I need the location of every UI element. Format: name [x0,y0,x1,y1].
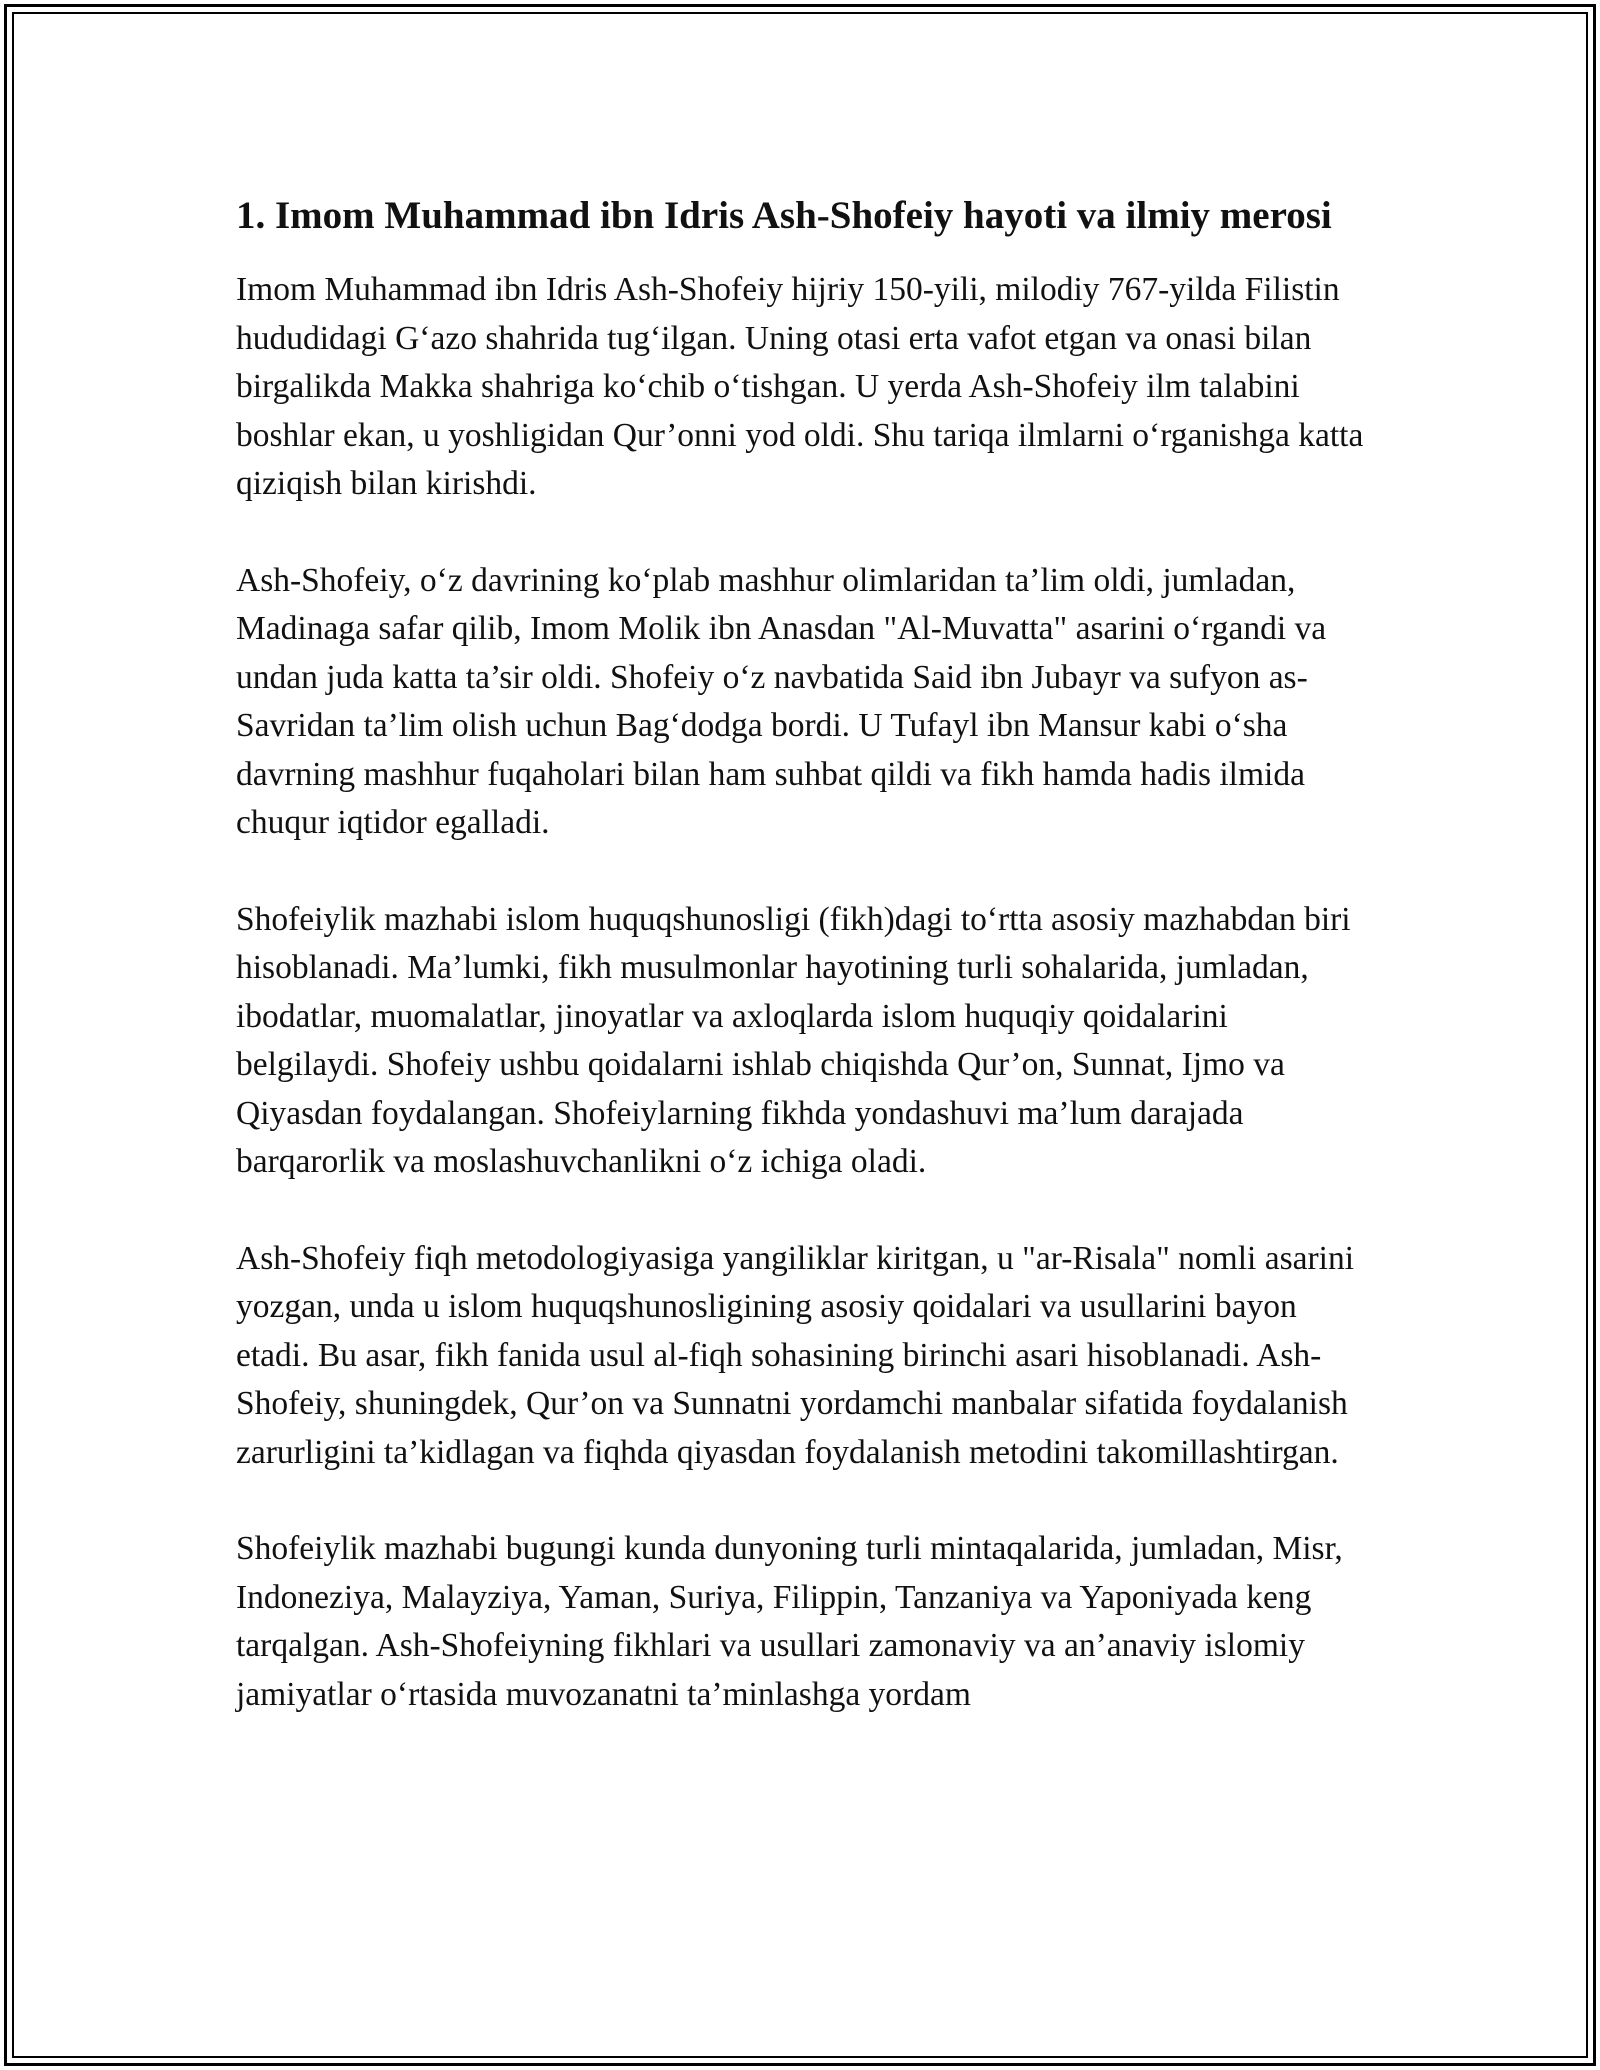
section-heading: 1. Imom Muhammad ibn Idris Ash-Shofeiy hayoti va ilmiy merosi [236,194,1332,237]
paragraph-1: Imom Muhammad ibn Idris Ash-Shofeiy hijriy 150-yili, milodiy 767-yilda Filistin hududidagi G‘azo shahrida tug‘ilgan. Uning otasi erta vafot etgan va onasi bilan birgalikda Makka shahriga ko‘chib o‘tishgan. U yerda Ash-Shofeiy ilm talabini boshlar ekan, u yoshligidan Qur’onni yod oldi. Shu tariqa ilmlarni o‘rganishga katta qiziqish bilan kirishdi. [236,271,1364,502]
document-body [236,188,1366,1767]
paragraph-3: Shofeiylik mazhabi islom huquqshunosligi (fikh)dagi to‘rtta asosiy mazhabdan biri hisoblanadi. Ma’lumki, fikh musulmonlar hayotining turli sohalarida, jumladan, ibodatlar, muomalatlar, jinoyatlar va axloqlarda islom huquqiy qoidalarini belgilaydi. Shofeiy ushbu qoidalarni ishlab chiqishda Qur’on, Sunnat, Ijmo va Qiyasdan foydalangan. Shofeiylarning fikhda yondashuvi ma’lum darajada barqarorlik va moslashuvchanlikni o‘z ichiga oladi. [236,900,1351,1180]
paragraph-4: Ash-Shofeiy fiqh metodologiyasiga yangiliklar kiritgan, u "ar-Risala" nomli asarini yozgan, unda u islom huquqshunosligining asosiy qoidalari va usullarini bayon etadi. Bu asar, fikh fanida usul al-fiqh sohasining birinchi asari hisoblanadi. Ash-Shofeiy, shuningdek, Qur’on va Sunnatni yordamchi manbalar sifatida foydalanish zarurligini ta’kidlagan va fiqhda qiyasdan foydalanish metodini takomillashtirgan. [236,1239,1354,1471]
paragraph-2: Ash-Shofeiy, o‘z davrining ko‘plab mashhur olimlaridan ta’lim oldi, jumladan, Madinaga safar qilib, Imom Molik ibn Anasdan "Al-Muvatta" asarini o‘rgandi va undan juda katta ta’sir oldi. Shofeiy o‘z navbatida Said ibn Jubayr va sufyon as-Savridan ta’lim olish uchun Bag‘dodga bordi. U Tufayl ibn Mansur kabi o‘sha davrning mashhur fuqaholari bilan ham suhbat qildi va fikh hamda hadis ilmida chuqur iqtidor egalladi. [236,561,1327,841]
paragraph-5: Shofeiylik mazhabi bugungi kunda dunyoning turli mintaqalarida, jumladan, Misr, Indoneziya, Malayziya, Yaman, Suriya, Filippin, Tanzaniya va Yaponiyada keng tarqalgan. Ash-Shofeiyning fikhlari va usullari zamonaviy va an’anaviy islomiy jamiyatlar o‘rtasida muvozanatni ta’minlashga yordam [236,1530,1343,1713]
